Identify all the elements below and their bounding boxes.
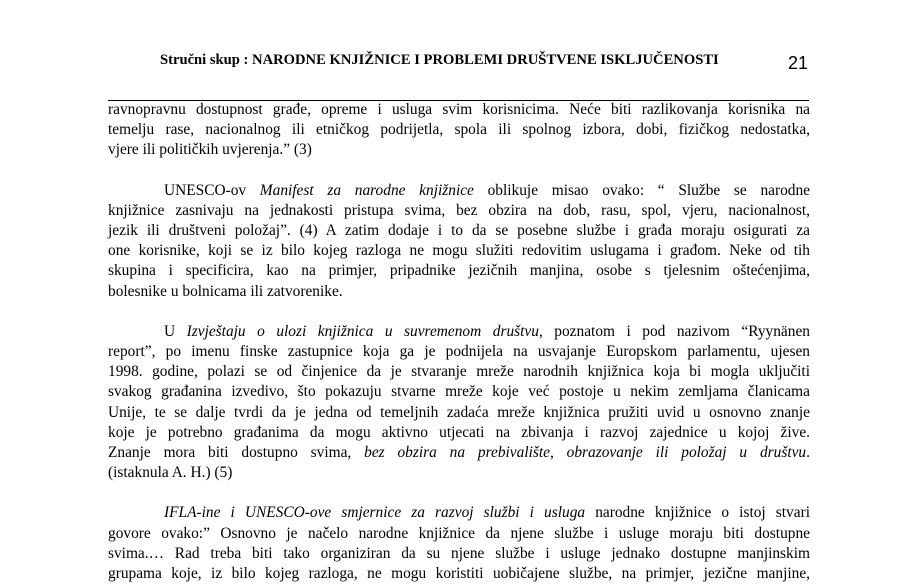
text-line: bolesnike u bolnicama ili zatvorenike. [108,282,343,300]
text-line: koje je potrebno građanima da mogu aktivno utjecati na zbivanja i razvoj zajednice u kojoj žive. [108,423,810,441]
paragraph-3 [108,322,810,484]
paragraph-2 [108,181,810,302]
text-line: knjižnice zasnivaju na jednakosti pristupa svima, bez obzira na dob, rasu, spol, vjeru, nacionalnost, [108,201,810,219]
page-number: 21 [788,53,809,73]
text-line: temelju rase, nacionalnog ili etničkog podrijetla, spola ili spolnog izbora, dobi, fizičkog nedostatka, [108,121,810,139]
text-line: UNESCO-ov Manifest za narodne knjižnice oblikuje misao ovako: “ Službe se narodne [164,181,811,199]
text-line: IFLA-ine i UNESCO-ove smjernice za razvoj službi i usluga narodne knjižnice o istoj stvari [164,504,810,522]
text-line: vjere ili političkih uvjerenja.” (3) [108,141,312,159]
emphasis: IFLA-ine i UNESCO-ove smjernice za razvoj službi i usluga [164,504,586,522]
emphasis: Manifest za narodne knjižnice [259,181,474,199]
emphasis: Izvještaju o ulozi knjižnica u suvremenom društvu [186,322,539,340]
body-text [108,100,810,584]
text-line: grupama koje, iz bilo kojeg razloga, ne mogu koristiti uobičajene službe, na primjer, jezične manjine, [108,565,810,583]
text-line: jezik ili društveni položaj”. (4) A zatim dodaje i to da se posebne službe i građa moraju osigurati za [108,222,810,240]
paragraph-4 [108,503,810,584]
text-line: Unije, te se dalje tvrdi da je jedna od temeljnih zadaća mreže knjižnica pružiti uvid u osnovno znanje [108,403,810,421]
text-line: (istaknula A. H.) (5) [108,464,233,482]
text-line: svima.… Rad treba biti tako organiziran da su njene službe i usluge jednako dostupne manjinskim [108,544,810,562]
text-line: U Izvještaju o ulozi knjižnica u suvremenom društvu, poznatom i pod nazivom “Ryynänen [164,322,810,340]
text-line: Znanje mora biti dostupno svima, bez obzira na prebivalište, obrazovanje ili položaj u društvu. [108,444,810,462]
text-line: ravnopravnu dostupnost građe, opreme i usluga svim korisnicima. Neće biti razlikovanja korisnika na [108,101,810,118]
text-line: svakog građanina izvedivo, što pokazuju stvarne mreže koje već postoje u nekim zemljama članicama [108,383,810,401]
text-line: skupina i specificira, kao na primjer, pripadnike jezičnih manjina, osobe s tjelesnim oštećenjima, [108,262,810,280]
text-line: 1998. godine, polazi se od činjenice da je stvaranje mreže narodnih knjižnica koja bi mogla uključiti [108,363,810,381]
emphasis: bez obzira na prebivalište, obrazovanje ili položaj u društvu [364,444,807,462]
text-line: one korisnike, koji se iz bilo kojeg razloga ne mogu služiti redovitim uslugama i građom. Neke od tih [108,242,810,260]
text-line: govore ovako:” Osnovno je načelo narodne knjižnice da njene službe i usluge moraju biti dostupne [108,524,810,542]
paragraph-1 [108,100,810,161]
running-header: Stručni skup : NARODNE KNJIŽNICE I PROBLEMI DRUŠTVENE ISKLJUČENOSTI [160,52,719,68]
text-line: report”, po imenu finske zastupnice koja ga je podnijela na usvajanje Europskom parlamentu, ujesen [108,343,810,361]
